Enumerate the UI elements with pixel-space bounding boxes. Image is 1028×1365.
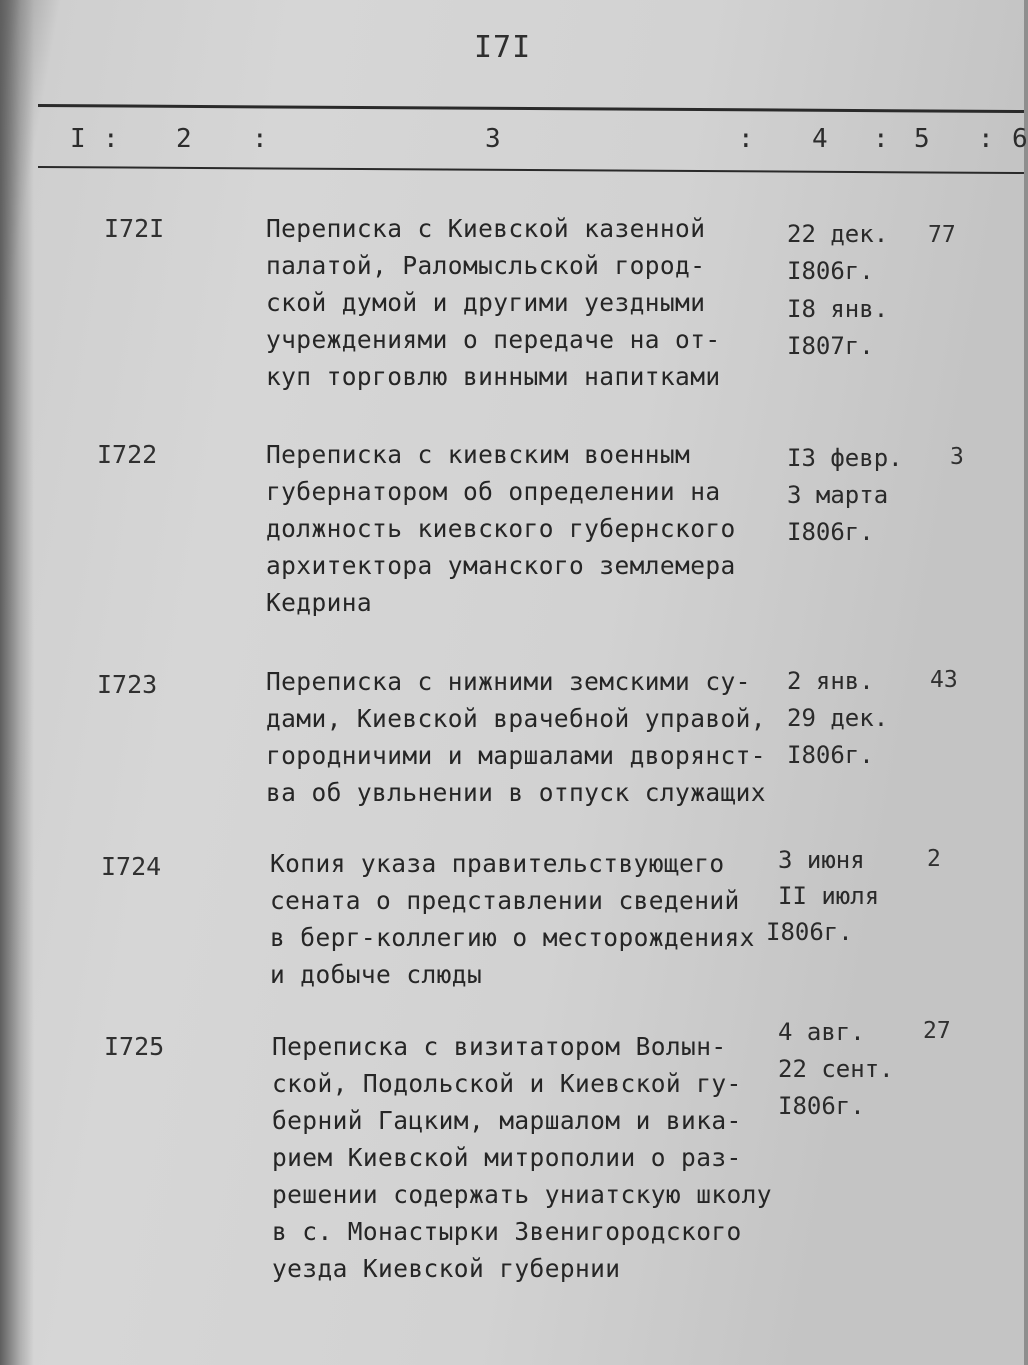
entry-date-line: 3 марта: [787, 481, 889, 509]
entry-sheet-count: 2: [927, 846, 941, 872]
col-header-sep-5: :: [978, 124, 994, 154]
entry-description-line: Копия указа правительствующего: [270, 849, 725, 878]
entry-date-line: 2 янв.: [787, 667, 874, 695]
entry-number: I724: [101, 852, 162, 881]
entry-description-line: Переписка с киевским военным: [266, 440, 691, 469]
col-header-1: I: [70, 124, 86, 154]
entry-date-line: I3 февр.: [787, 444, 903, 472]
entry-sheet-count: 77: [928, 222, 956, 248]
entry-date-line: I806г.: [787, 518, 874, 546]
entry-date-line: 22 сент.: [778, 1055, 894, 1083]
col-header-sep-2: :: [252, 124, 268, 154]
entry-description-line: решении содержать униатскую школу: [272, 1180, 772, 1209]
entry-date-line: I807г.: [787, 332, 874, 360]
col-header-5: 5: [914, 124, 930, 154]
entry-description-line: Переписка с нижними земскими су-: [266, 667, 751, 696]
entry-date-line: 22 дек.: [787, 220, 889, 248]
entry-description-line: уезда Киевской губернии: [272, 1254, 621, 1283]
entry-number: I72I: [104, 214, 165, 243]
page-edge-shadow: [0, 0, 34, 1365]
entry-date-line: I806г.: [766, 918, 853, 946]
table-header-top-rule: [38, 104, 1024, 113]
entry-number: I723: [97, 670, 158, 699]
entry-description-line: берний Гацким, маршалом и вика-: [272, 1106, 742, 1135]
entry-description-line: куп торговлю винными напитками: [266, 362, 721, 391]
entry-description-line: ва об увльнении в отпуск служащих: [266, 778, 766, 807]
entry-description-line: учреждениями о передаче на от-: [266, 325, 721, 354]
entry-description-line: губернатором об определении на: [266, 477, 721, 506]
entry-description-line: ской, Подольской и Киевской гу-: [272, 1069, 742, 1098]
entry-date-line: 29 дек.: [787, 704, 889, 732]
entry-description-line: Переписка с визитатором Волын-: [272, 1032, 727, 1061]
entry-date-line: II июля: [778, 882, 880, 910]
entry-sheet-count: 3: [950, 444, 964, 470]
col-header-4: 4: [812, 124, 828, 154]
page-number: I7I: [474, 30, 532, 65]
entry-description-line: в с. Монастырки Звенигородского: [272, 1217, 742, 1246]
entry-description-line: дами, Киевской врачебной управой,: [266, 704, 766, 733]
entry-description-line: рием Киевской митрополии о раз-: [272, 1143, 742, 1172]
entry-date-line: I806г.: [778, 1092, 865, 1120]
col-header-sep-4: :: [873, 124, 889, 154]
entry-description-line: должность киевского губернского: [266, 514, 736, 543]
entry-description-line: и добыче слюды: [270, 960, 483, 989]
entry-description-line: в берг-коллегию о месторождениях: [270, 923, 755, 952]
col-header-6: 6: [1012, 124, 1028, 154]
entry-description-line: Переписка с Киевской казенной: [266, 214, 706, 243]
entry-number: I722: [97, 440, 158, 469]
entry-description-line: архитектора уманского землемера: [266, 551, 736, 580]
entry-sheet-count: 43: [930, 667, 958, 693]
entry-description-line: сената о представлении сведений: [270, 886, 740, 915]
entry-number: I725: [104, 1032, 165, 1061]
entry-date-line: 3 июня: [778, 846, 865, 874]
entry-description-line: городничими и маршалами дворянст-: [266, 741, 766, 770]
col-header-2: 2: [176, 124, 192, 154]
entry-description-line: Кедрина: [266, 588, 373, 617]
entry-date-line: I806г.: [787, 741, 874, 769]
col-header-3: 3: [485, 124, 501, 154]
entry-sheet-count: 27: [923, 1018, 951, 1044]
entry-date-line: I806г.: [787, 257, 874, 285]
entry-date-line: 4 авг.: [778, 1018, 865, 1046]
col-header-sep-3: :: [738, 124, 754, 154]
entry-description-line: ской думой и другими уездными: [266, 288, 706, 317]
entry-description-line: палатой, Раломысльской город-: [266, 251, 706, 280]
col-header-sep-1: :: [103, 124, 119, 154]
entry-date-line: I8 янв.: [787, 295, 889, 323]
table-header-bottom-rule: [38, 166, 1024, 174]
